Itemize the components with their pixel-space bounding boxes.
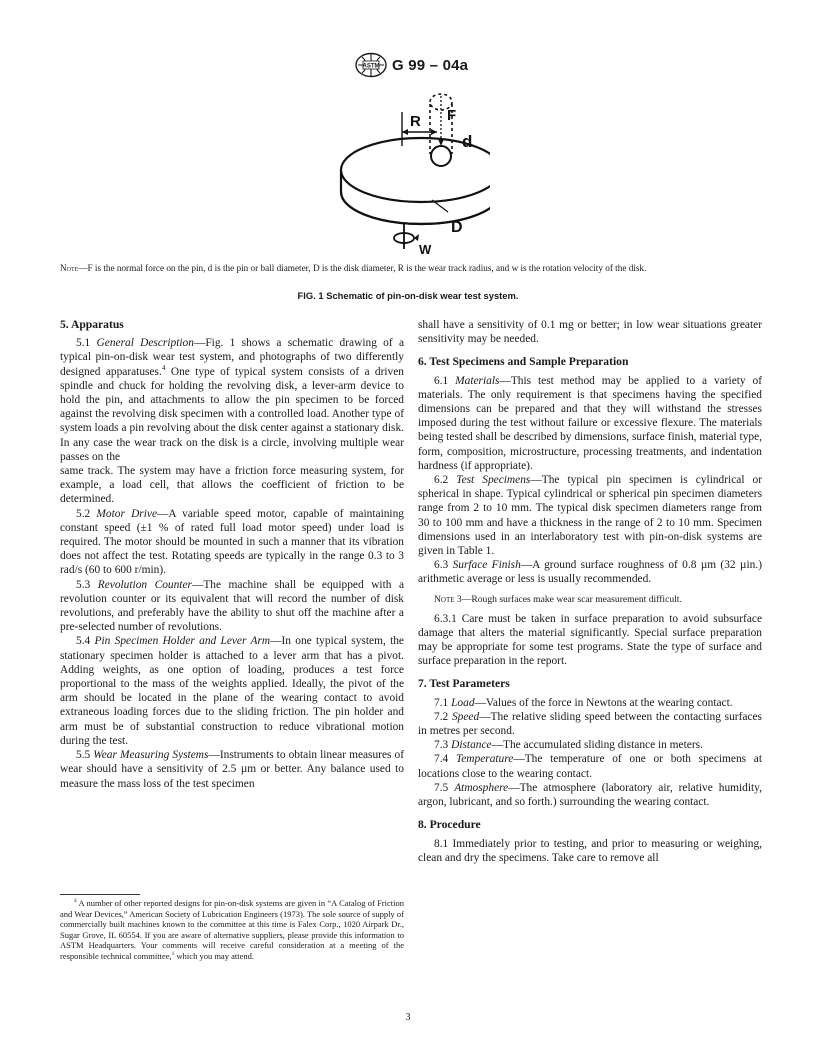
paragraph-5-3: 5.3 Revolution Counter—The machine shall be equipped with a revolution counter or its equivalent that will record the number of disk revolutions, and preferably have the ability to shut off the machine after a pre-selected number of revolutions. bbox=[60, 578, 405, 634]
paragraph-5-1-continued: same track. The system may have a friction force measuring system, for example, a load cell, that allows the coefficient of friction to be determined. bbox=[60, 465, 404, 506]
paragraph-5-5: 5.5 Wear Measuring Systems—Instruments to obtain linear measures of wear should have a sensitivity of 2.5 µm or better. Any balance used to measure the mass loss of the test specimen bbox=[60, 749, 405, 790]
pin-on-disk-schematic bbox=[320, 84, 490, 259]
paragraph-7-2: 7.2 Speed—The relative sliding speed between the contacting surfaces in metres per second. bbox=[418, 710, 762, 738]
page-number: 3 bbox=[405, 1012, 411, 1023]
paragraph-6-3-1: 6.3.1 Care must be taken in surface preparation to avoid subsurface damage that alters the material significantly. Special surface preparation may be appropriate for some test programs. State the type of surface and surface preparation in the report. bbox=[418, 612, 762, 668]
paragraph-5-4: 5.4 Pin Specimen Holder and Lever Arm—In one typical system, the stationary specimen holder is attached to a lever arm that has a pivot. Adding weights, as one option of loading, produces a test force proportional to the mass of the weights applied. Ideally, the pivot of the arm should be located in the plane of the wearing contact to avoid extraneous loading forces due to the sliding friction. The pin holder and arm must be of substantial construction to reduce vibrational motion during the test. bbox=[60, 635, 404, 747]
paragraph-7-3: 7.3 Distance—The accumulated sliding distance in meters. bbox=[434, 739, 703, 752]
paragraph-8-1: 8.1 Immediately prior to testing, and prior to measuring or weighing, clean and dry the specimens. Take care to remove all bbox=[418, 837, 762, 864]
section-5-heading: 5. Apparatus bbox=[60, 318, 124, 331]
note-prefix: Note bbox=[60, 263, 79, 273]
paragraph-6-1: 6.1 Materials—This test method may be applied to a variety of materials. The only requirement is that specimens having the specified dimensions can be prepared and that they will withstand the stresses imposed during the test without failure or excessive flexure. The materials being tested shall be described by dimensions, surface finish, material type, form, composition, microstructure, processing treatments, and indentation hardness (if appropriate). bbox=[418, 374, 762, 472]
note-3: Note 3—Rough surfaces make wear scar measurement difficult. bbox=[434, 593, 682, 605]
label-F: F bbox=[447, 107, 457, 124]
section-7-heading: 7. Test Parameters bbox=[418, 677, 510, 691]
label-w: W bbox=[419, 242, 432, 257]
section-6-heading: 6. Test Specimens and Sample Preparation bbox=[418, 355, 629, 369]
paragraph-6-2: 6.2 Test Specimens—The typical pin specimen is cylindrical or spherical in shape. Typical cylindrical or spherical pin specimen diameters range from 2 to 10 mm. The typical disk specimen diameters range from 30 to 100 mm and have a thickness in the range of 2 to 10 mm. Specimen dimensions used in an interlaboratory test with pin-on-disk systems are given in Table 1. bbox=[418, 474, 763, 558]
note-text: —F is the normal force on the pin, d is the pin or ball diameter, D is the disk diameter, R is the wear track radius, and w is the rotation velocity of the disk. bbox=[78, 263, 647, 273]
paragraph-6-3: 6.3 Surface Finish—A ground surface roughness of 0.8 µm (32 µin.) arithmetic average or less is usually recommended. bbox=[418, 559, 762, 586]
paragraph-5-2: 5.2 Motor Drive—A variable speed motor, capable of maintaining constant speed (±1 % of rated full load motor speed) under load is required. The motor should be mounted in such a manner that its vibration does not affect the test. Rotating speeds are typically in the range 0.3 to 3 rad/s (60 to 600 r/min). bbox=[60, 507, 404, 577]
footnote-4: $^4$ A number of other reported designs for pin-on-disk systems are given in “A Catalog of Friction and Wear Devices,” American Society of Lubrication Engineers (1973). The sole source of supply of commercially built machines known to the committee at this time is Falex Corp., 1020 Airpark Dr., Sugar Grove, IL 60554. If you are aware of alternative suppliers, please provide this information to ASTM Headquarters. Your comments will receive careful consideration at a meeting of the responsible technical committee,$^1$ which you may attend. bbox=[60, 898, 404, 961]
right-column bbox=[418, 318, 762, 865]
paragraph-7-1: 7.1 Load—Values of the force in Newtons at the wearing contact. bbox=[434, 696, 733, 709]
figure-note bbox=[60, 262, 756, 274]
paragraph-7-4: 7.4 Temperature—The temperature of one or both specimens at locations close to the wearing contact. bbox=[418, 753, 762, 780]
left-column bbox=[60, 318, 404, 791]
rotation-arrow bbox=[394, 224, 419, 249]
section-8-heading: 8. Procedure bbox=[418, 818, 481, 832]
figure-caption: FIG. 1 Schematic of pin-on-disk wear test system. bbox=[297, 290, 519, 301]
label-D: D bbox=[451, 219, 463, 236]
paragraph-5-1: 5.1 General Description—Fig. 1 shows a schematic drawing of a typical pin-on-disk wear test system, and photographs of two differently designed apparatuses.$^4$ One type of typical system consists of a driven spindle and chuck for holding the revolving disk, a lever-arm device to hold the pin, and attachments to allow the pin specimen to be forced against the revolving disk specimen with a controlled load. Another type of system loads a pin revolving about the disk center against a stationary disk. In any case the wear track on the disk is a circle, involving multiple wear passes on the bbox=[60, 337, 404, 463]
label-d: d bbox=[462, 132, 473, 151]
label-R: R bbox=[410, 113, 421, 130]
paragraph-7-5: 7.5 Atmosphere—The atmosphere (laboratory air, relative humidity, argon, lubricant, and so forth.) surrounding the wearing contact. bbox=[418, 781, 762, 809]
document-id: G 99 – 04a bbox=[392, 57, 469, 74]
astm-logo-icon bbox=[354, 52, 388, 78]
footnote-rule bbox=[60, 894, 140, 895]
paragraph-5-5-continued: shall have a sensitivity of 0.1 mg or better; in low wear situations greater sensitivity may be needed. bbox=[418, 319, 762, 346]
svg-text:ASTM: ASTM bbox=[362, 63, 380, 70]
